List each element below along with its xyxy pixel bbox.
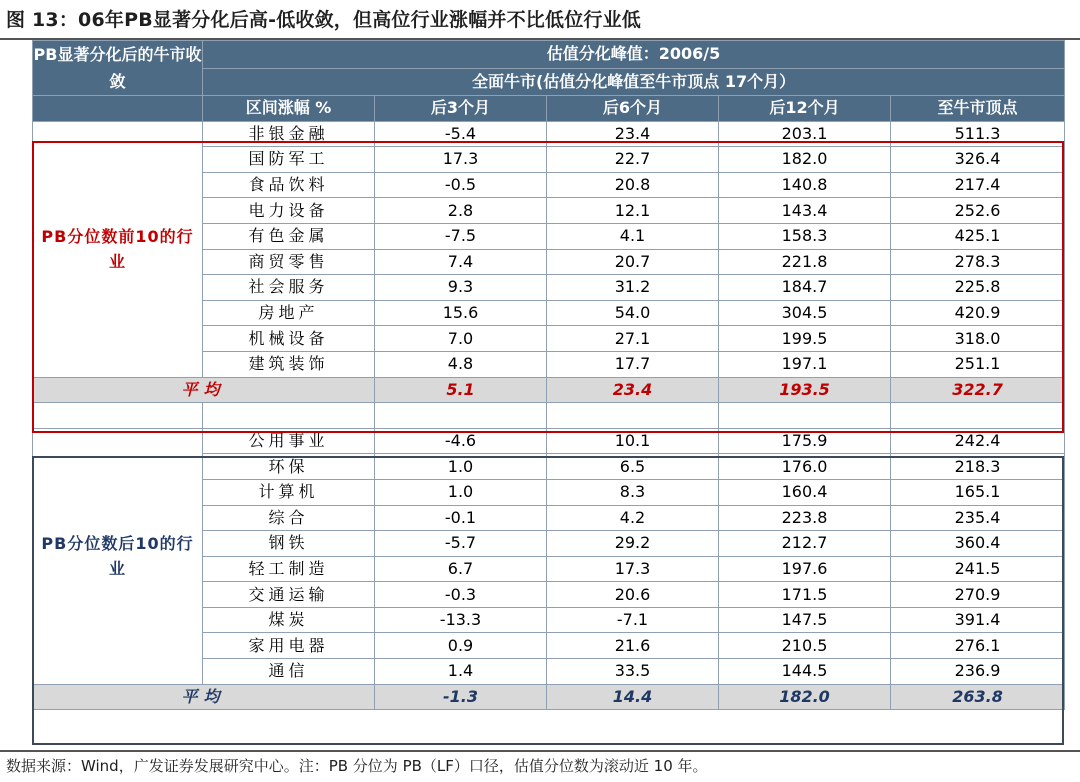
average-label: 平均 [33,684,375,710]
value-cell: 360.4 [891,531,1065,557]
value-cell: 241.5 [891,556,1065,582]
value-cell: 221.8 [719,249,891,275]
value-cell: 143.4 [719,198,891,224]
value-cell: 171.5 [719,582,891,608]
group-label: PB分位数后10的行业 [33,428,203,684]
sector-name: 计算机 [203,479,375,505]
value-cell: -0.1 [375,505,547,531]
spacer-cell [375,403,547,429]
value-cell: 2.8 [375,198,547,224]
value-cell: 420.9 [891,300,1065,326]
source-note: 数据来源：Wind，广发证券发展研究中心。注：PB 分位为 PB（LF）口径，估值分位数为滚动近 10 年。 [0,750,1080,782]
value-cell: 10.1 [547,428,719,454]
value-cell: 278.3 [891,249,1065,275]
average-row [33,377,1065,403]
value-cell: 251.1 [891,351,1065,377]
sector-name: 社会服务 [203,275,375,301]
value-cell: -0.3 [375,582,547,608]
sector-name: 房地产 [203,300,375,326]
sector-name: 有色金属 [203,223,375,249]
average-value: 182.0 [719,684,891,710]
value-cell: 318.0 [891,326,1065,352]
average-label: 平均 [33,377,375,403]
value-cell: 6.7 [375,556,547,582]
value-cell: 203.1 [719,121,891,147]
average-row [33,684,1065,710]
value-cell: 236.9 [891,659,1065,685]
value-cell: 270.9 [891,582,1065,608]
spacer-cell [203,403,375,429]
value-cell: -5.4 [375,121,547,147]
value-cell: 160.4 [719,479,891,505]
value-cell: 12.1 [547,198,719,224]
value-cell: -13.3 [375,607,547,633]
average-value: 322.7 [891,377,1065,403]
sector-name: 电力设备 [203,198,375,224]
value-cell: 176.0 [719,454,891,480]
value-cell: 147.5 [719,607,891,633]
value-cell: 425.1 [891,223,1065,249]
value-cell: 20.7 [547,249,719,275]
span-header: 全面牛市(估值分化峰值至牛市顶点 17个月） [203,68,1065,96]
value-cell: 197.1 [719,351,891,377]
returns-table [32,40,1065,710]
value-cell: 8.3 [547,479,719,505]
sector-name: 非银金融 [203,121,375,147]
value-cell: 218.3 [891,454,1065,480]
spacer-cell [891,403,1065,429]
group-label: PB分位数前10的行业 [33,121,203,377]
sector-name: 环保 [203,454,375,480]
value-cell: 252.6 [891,198,1065,224]
value-cell: 326.4 [891,147,1065,173]
average-value: 23.4 [547,377,719,403]
value-cell: 15.6 [375,300,547,326]
column-header: 后3个月 [375,96,547,122]
value-cell: 20.6 [547,582,719,608]
value-cell: -5.7 [375,531,547,557]
value-cell: 225.8 [891,275,1065,301]
sector-name: 国防军工 [203,147,375,173]
value-cell: 23.4 [547,121,719,147]
sector-name: 交通运输 [203,582,375,608]
sector-name: 钢铁 [203,531,375,557]
average-value: 5.1 [375,377,547,403]
column-header: 后12个月 [719,96,891,122]
corner-blank [33,96,203,122]
value-cell: 175.9 [719,428,891,454]
sector-name: 综合 [203,505,375,531]
value-cell: 199.5 [719,326,891,352]
value-cell: 9.3 [375,275,547,301]
value-cell: 197.6 [719,556,891,582]
value-cell: -0.5 [375,172,547,198]
value-cell: 1.0 [375,454,547,480]
sector-name: 食品饮料 [203,172,375,198]
value-cell: -7.1 [547,607,719,633]
value-cell: 1.4 [375,659,547,685]
column-header: 至牛市顶点 [891,96,1065,122]
average-value: -1.3 [375,684,547,710]
value-cell: 182.0 [719,147,891,173]
value-cell: 0.9 [375,633,547,659]
value-cell: -4.6 [375,428,547,454]
sector-name: 煤炭 [203,607,375,633]
value-cell: 54.0 [547,300,719,326]
value-cell: 27.1 [547,326,719,352]
value-cell: 391.4 [891,607,1065,633]
value-cell: 1.0 [375,479,547,505]
table-row [33,121,1065,147]
value-cell: 217.4 [891,172,1065,198]
value-cell: 20.8 [547,172,719,198]
value-cell: 17.3 [375,147,547,173]
value-cell: 7.4 [375,249,547,275]
value-cell: 276.1 [891,633,1065,659]
value-cell: 29.2 [547,531,719,557]
value-cell: 210.5 [719,633,891,659]
value-cell: 144.5 [719,659,891,685]
corner-header: PB显著分化后的牛市收敛 [33,41,203,96]
spacer-cell [33,403,203,429]
sector-name: 机械设备 [203,326,375,352]
column-header: 区间涨幅 % [203,96,375,122]
spacer-cell [547,403,719,429]
peak-header: 估值分化峰值：2006/5 [203,41,1065,69]
average-value: 193.5 [719,377,891,403]
value-cell: 21.6 [547,633,719,659]
average-value: 14.4 [547,684,719,710]
average-value: 263.8 [891,684,1065,710]
sector-name: 商贸零售 [203,249,375,275]
value-cell: 140.8 [719,172,891,198]
value-cell: 511.3 [891,121,1065,147]
value-cell: 7.0 [375,326,547,352]
value-cell: 31.2 [547,275,719,301]
value-cell: 158.3 [719,223,891,249]
spacer-cell [719,403,891,429]
value-cell: 17.3 [547,556,719,582]
value-cell: 33.5 [547,659,719,685]
value-cell: 223.8 [719,505,891,531]
value-cell: 165.1 [891,479,1065,505]
value-cell: 4.8 [375,351,547,377]
value-cell: 242.4 [891,428,1065,454]
figure-title: 图 13：06年PB显著分化后高-低收敛，但高位行业涨幅并不比低位行业低 [6,9,641,31]
value-cell: 235.4 [891,505,1065,531]
value-cell: 4.1 [547,223,719,249]
value-cell: 212.7 [719,531,891,557]
value-cell: 4.2 [547,505,719,531]
table-row [33,428,1065,454]
sector-name: 通信 [203,659,375,685]
value-cell: -7.5 [375,223,547,249]
sector-name: 建筑装饰 [203,351,375,377]
sector-name: 家用电器 [203,633,375,659]
value-cell: 22.7 [547,147,719,173]
value-cell: 6.5 [547,454,719,480]
spacer-row [33,403,1065,429]
value-cell: 304.5 [719,300,891,326]
value-cell: 184.7 [719,275,891,301]
sector-name: 公用事业 [203,428,375,454]
sector-name: 轻工制造 [203,556,375,582]
value-cell: 17.7 [547,351,719,377]
column-header: 后6个月 [547,96,719,122]
